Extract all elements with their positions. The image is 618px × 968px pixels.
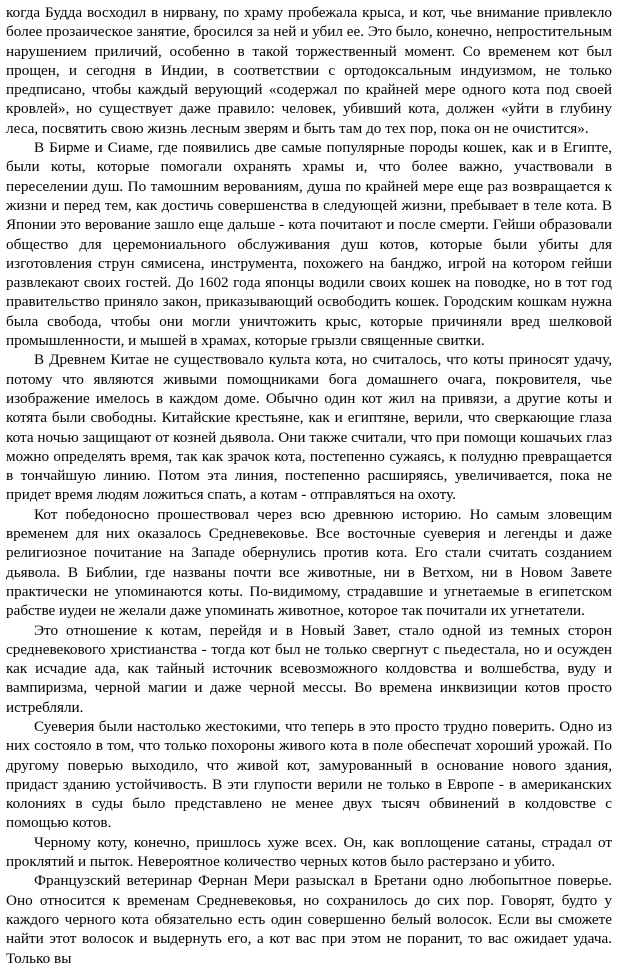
- paragraph-christianity: Это отношение к котам, перейдя и в Новый Завет, стало одной из темных сторон средневекового христианства - тогда кот был не только свергнут с пьедестала, но и осужден как исчадие ада, как тайный источник всевозможного колдовства и волшебства, вуду и вампиризма, черной магии и даже черной мессы. Во времена инквизиции котов просто истребляли.: [6, 621, 612, 716]
- paragraph-ancient-china: В Древнем Китае не существовало культа кота, но считалось, что коты приносят удачу, потому что являются живыми помощниками бога домашнего очага, покровителя, чье изображение имелось в каждом доме. Обычно один кот жил на привязи, а другие коты и котята были свободны. Китайские крестьяне, как и египтяне, верили, что сверкающие глаза кота ночью защищают от козней дьявола. Они также считали, что при помощи кошачьих глаз можно определять время, так как зрачок кота, постепенно сужаясь, к полудню превращается в тончайшую линию. Потом эта линия, постепенно расширяясь, увеличивается, пока не придет время людям ложиться спать, а котам - отправляться на охоту.: [6, 351, 612, 504]
- document-page: [6, 3, 612, 968]
- paragraph-middle-ages: Кот победоносно прошествовал через всю древнюю историю. Но самым зловещим временем для них оказалось Средневековье. Все восточные суеверия и легенды и даже религиозное почитание на Западе обернулись против кота. Его стали считать созданием дьявола. В Библии, где названы почти все животные, ни в Ветхом, ни в Новом Завете практически не упоминаются коты. По-видимому, страдавшие и угнетаемые в египетском рабстве иудеи не желали даже упоминать животное, которое так почитали их угнетатели.: [6, 505, 612, 620]
- paragraph-buddha-cat: когда Будда восходил в нирвану, по храму пробежала крыса, и кот, чье внимание привлекло более прозаическое занятие, бросился за ней и убил ее. Это было, конечно, непростительным нарушением приличий, особенно в такой торжественный момент. Со временем кот был прощен, и сегодня в Индии, в соответствии с ортодоксальным индуизмом, не только предписано, чтобы каждый верующий «содержал по крайней мере одного кота под своей кровлей», но существует даже правило: человек, убивший кота, должен «уйти в глубину леса, посвятить свою жизнь лесным зверям и быть там до тех пор, пока он не очистится».: [6, 4, 612, 137]
- paragraph-brittany-belief: Французский ветеринар Фернан Мери разыскал в Бретани одно любопытное поверье. Оно относится к временам Средневековья, но сохранилось до сих пор. Говорят, будто у каждого черного кота обязательно есть один совершенно белый волосок. Если вы сможете найти этот волосок и выдернуть его, а кот вас при этом не поранит, то вас ожидает удача. Только вы: [6, 872, 612, 967]
- paragraph-black-cat: Черному коту, конечно, пришлось хуже всех. Он, как воплощение сатаны, страдал от проклятий и пыток. Невероятное количество черных котов было растерзано и убито.: [6, 833, 612, 871]
- paragraph-burma-siam-japan: В Бирме и Сиаме, где появились две самые популярные породы кошек, как и в Египте, были коты, которые помогали охранять храмы и, что более важно, участвовали в переселении душ. По тамошним верованиям, душа по крайней мере еще раз возвращается к жизни и перед тем, как достичь совершенства в следующей жизни, пребывает в теле кота. В Японии это верование зашло еще дальше - кота почитают и после смерти. Гейши образовали общество для церемониального обслуживания душ котов, которые были убиты для изготовления струн сямисена, инструмента, похожего на банджо, игрой на котором гейши развлекают своих гостей. До 1602 года японцы водили своих кошек на поводке, но в тот год правительство приняло закон, приказывающий освободить кошек. Городским кошкам нужна была свобода, чтобы они могли уничтожить крыс, которые причиняли вред шелковой промышленности, и мышей в храмах, которые грызли священные свитки.: [6, 139, 612, 350]
- paragraph-superstitions: Суеверия были настолько жестокими, что теперь в это просто трудно поверить. Одно из них состояло в том, что только похороны живого кота в поле обеспечат хороший урожай. По другому поверью выходило, что живой кот, замурованный в основание нового здания, придаст зданию устойчивость. В эти глупости верили не только в Европе - в американских колониях в суды было представлено не менее двух тысяч обвинений в колдовстве с помощью котов.: [6, 717, 612, 832]
